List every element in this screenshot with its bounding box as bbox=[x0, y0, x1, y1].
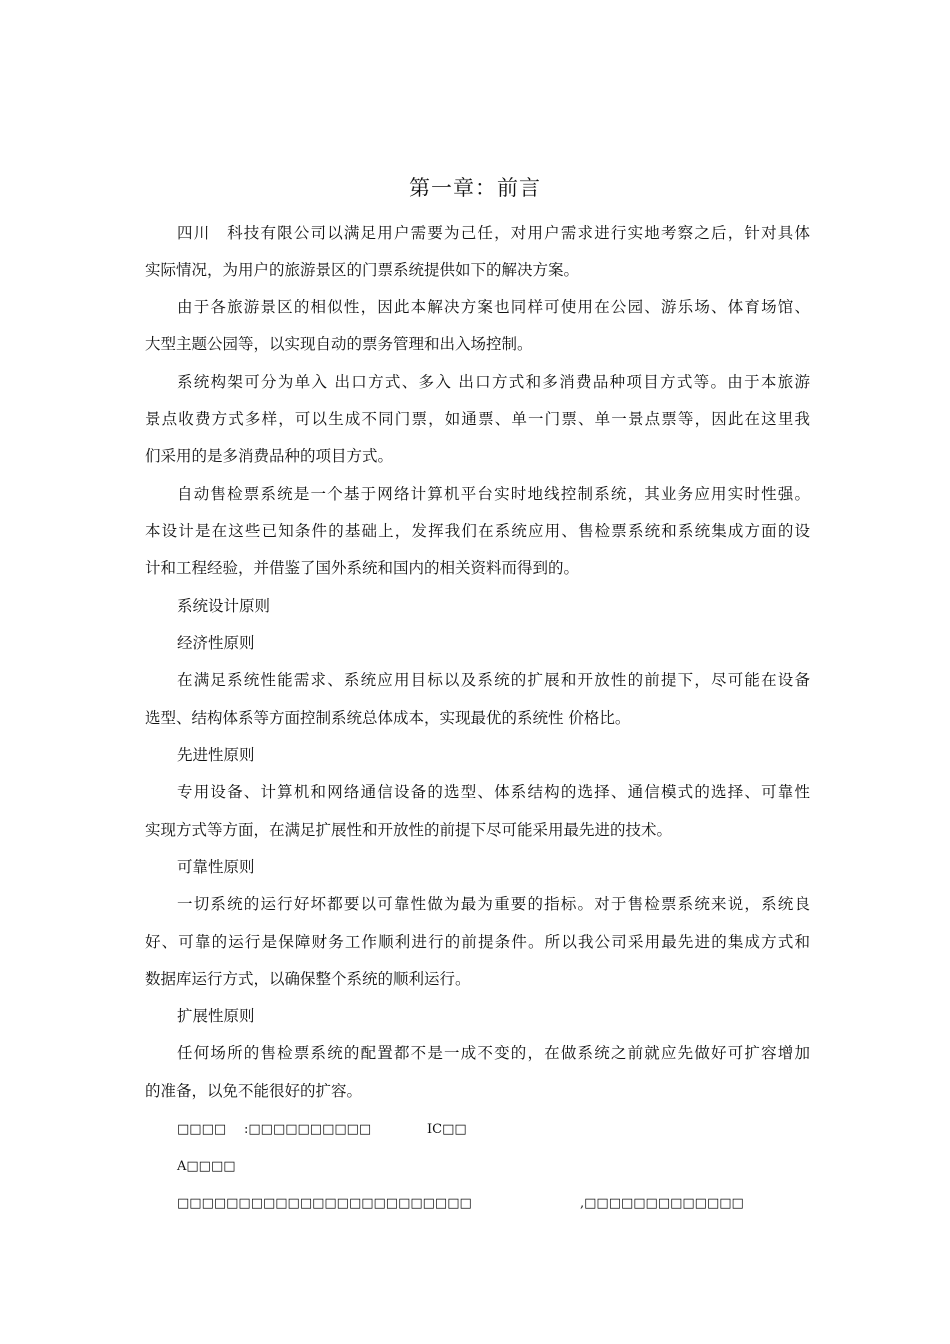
paragraph-line: 计和工程经验，并借鉴了国外系统和国内的相关资料而得到的。 bbox=[145, 559, 580, 577]
paragraph-line: 四川 科技有限公司以满足用户需要为己任，对用户需求进行实地考察之后，针对具体 bbox=[177, 224, 810, 242]
paragraph-line: 数据库运行方式，以确保整个系统的顺利运行。 bbox=[145, 970, 471, 988]
paragraph-line: 系统构架可分为单入 出口方式、多入 出口方式和多消费品种项目方式等。由于本旅游 bbox=[177, 373, 810, 391]
paragraph-line: 实现方式等方面，在满足扩展性和开放性的前提下尽可能采用最先进的技术。 bbox=[145, 821, 673, 839]
paragraph-line: 的准备，以免不能很好的扩容。 bbox=[145, 1082, 363, 1100]
section-heading: 经济性原则 bbox=[177, 634, 255, 652]
section-heading: 先进性原则 bbox=[177, 746, 255, 764]
paragraph-line: 自动售检票系统是一个基于网络计算机平台实时地线控制系统，其业务应用实时性强。 bbox=[177, 485, 810, 503]
paragraph-line: 任何场所的售检票系统的配置都不是一成不变的，在做系统之前就应先做好可扩容增加 bbox=[177, 1044, 810, 1062]
garbled-text: ,□□□□□□□□□□□□□ bbox=[580, 1196, 744, 1211]
section-heading: 系统设计原则 bbox=[177, 597, 271, 615]
paragraph-line: 实际情况，为用户的旅游景区的门票系统提供如下的解决方案。 bbox=[145, 261, 580, 279]
garbled-text: □□□□□□□□□□□□□□□□□□□□□□□□ bbox=[177, 1196, 472, 1211]
paragraph-line: 一切系统的运行好坏都要以可靠性做为最为重要的指标。对于售检票系统来说，系统良 bbox=[177, 895, 810, 913]
section-heading: 扩展性原则 bbox=[177, 1007, 255, 1025]
section-heading: 可靠性原则 bbox=[177, 858, 255, 876]
garbled-text: IC□□ bbox=[427, 1122, 467, 1137]
paragraph-line: 由于各旅游景区的相似性，因此本解决方案也同样可使用在公园、游乐场、体育场馆、 bbox=[177, 298, 810, 316]
paragraph-line: 在满足系统性能需求、系统应用目标以及系统的扩展和开放性的前提下，尽可能在设备 bbox=[177, 671, 810, 689]
paragraph-line: 们采用的是多消费品种的项目方式。 bbox=[145, 447, 394, 465]
paragraph-line: 专用设备、计算机和网络通信设备的选型、体系结构的选择、通信模式的选择、可靠性 bbox=[177, 783, 810, 801]
garbled-text: A□□□□ bbox=[177, 1159, 236, 1174]
paragraph-line: 本设计是在这些已知条件的基础上，发挥我们在系统应用、售检票系统和系统集成方面的设 bbox=[145, 522, 810, 540]
garbled-text: □□□□ bbox=[177, 1122, 227, 1137]
paragraph-line: 选型、结构体系等方面控制系统总体成本，实现最优的系统性 价格比。 bbox=[145, 709, 631, 727]
paragraph-line: 景点收费方式多样，可以生成不同门票，如通票、单一门票、单一景点票等，因此在这里我 bbox=[145, 410, 810, 428]
chapter-title: 第一章：前言 bbox=[409, 176, 541, 200]
paragraph-line: 好、可靠的运行是保障财务工作顺利进行的前提条件。所以我公司采用最先进的集成方式和 bbox=[145, 933, 810, 951]
paragraph-line: 大型主题公园等，以实现自动的票务管理和出入场控制。 bbox=[145, 335, 533, 353]
garbled-text: :□□□□□□□□□□ bbox=[244, 1122, 372, 1137]
